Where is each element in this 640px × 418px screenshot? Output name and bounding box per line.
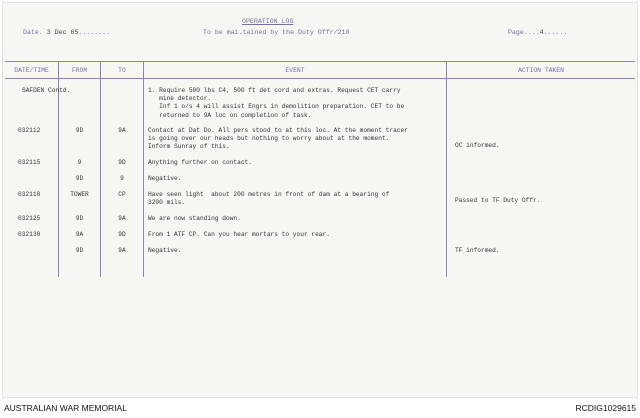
log-sheet — [2, 2, 638, 398]
row-0-event-line: returned to 9A loc on completion of task. — [148, 111, 312, 119]
row-6-event: From 1 ATF CP. Can you hear mortars to your rear. — [148, 231, 330, 238]
row-3-from: 9D — [75, 175, 84, 182]
col-header-datetime: DATE/TIME — [14, 67, 49, 74]
row-3-to: 9 — [120, 175, 124, 182]
subtitle-part-1: To be mai — [203, 29, 239, 36]
row-2-to: 9D — [118, 159, 126, 166]
date-label: Date. — [23, 29, 43, 36]
col-divider-3 — [143, 61, 144, 277]
page-number — [508, 29, 567, 36]
col-header-from: FROM — [71, 67, 88, 74]
row-0-time: SAFDEN Contd. — [22, 87, 71, 94]
row-1-from: 9D — [75, 127, 84, 134]
row-5-event: We are now standing down. — [148, 215, 241, 222]
row-0-event-line: Inf 1 o/s 4 will assist Engrs in demolition preparation. CET to be — [148, 103, 405, 111]
date-value: 3 Dec 65 — [46, 29, 79, 36]
row-5-to: 9A — [118, 215, 126, 222]
row-1-event-line: Contact at Dat Do. All pers stood to at this loc. At the moment tracer — [148, 127, 408, 134]
row-7-to: 9A — [118, 247, 126, 254]
page-title: OPERATION LOG — [242, 18, 294, 25]
row-4-action: Passed to TF Duty Offr. — [455, 197, 541, 204]
page-dots: ...... — [543, 29, 568, 36]
row-7-event: Negative. — [148, 247, 182, 254]
page-value: 4 — [539, 29, 544, 36]
row-4-event — [148, 191, 389, 207]
row-5-time: 032125 — [18, 215, 41, 222]
row-1-to: 9A — [118, 127, 126, 134]
row-1-action: OC informed. — [455, 142, 500, 149]
row-3-event: Negative. — [148, 175, 182, 182]
date-field — [23, 29, 110, 36]
row-6-from: 9A — [75, 231, 84, 238]
row-2-event: Anything further on contact. — [148, 159, 252, 166]
col-divider-4 — [446, 61, 447, 277]
row-0-event-line: 1. Require 500 lbs C4, 500 ft det cord and extras. Request CET carry — [148, 87, 401, 94]
col-header-action: ACTION TAKEN — [517, 67, 565, 74]
row-6-to: 9D — [118, 231, 126, 238]
row-4-to: CP — [118, 191, 126, 198]
row-4-event-line: 3200 mils. — [148, 199, 186, 207]
row-5-from: 9D — [75, 215, 84, 222]
col-header-event: EVENT — [285, 67, 305, 74]
row-1-event — [148, 127, 408, 152]
row-1-event-line: Inform Sunray of this. — [148, 143, 230, 151]
row-0-event-line: mine detector. — [148, 95, 212, 103]
row-7-action: TF informed. — [455, 247, 500, 254]
footer-id: RCDIG1029615 — [575, 403, 636, 413]
col-divider-2 — [100, 61, 101, 277]
row-2-time: 032115 — [18, 159, 41, 166]
row-4-event-line: Have seen light about 200 metres in front of dam at a bearing of — [148, 191, 390, 198]
row-1-time: 032112 — [18, 127, 41, 134]
page-label: Page.... — [508, 29, 540, 36]
row-0-event — [148, 87, 404, 120]
subtitle-part-2: tained by the Duty Offr/210 — [242, 29, 350, 36]
row-7-from: 9D — [75, 247, 84, 254]
page-subtitle: To be mai.tained by the Duty Offr/210 — [203, 29, 350, 36]
col-header-to: TO — [118, 67, 126, 74]
row-6-time: 032130 — [18, 231, 41, 238]
footer-source: AUSTRALIAN WAR MEMORIAL — [4, 403, 127, 413]
date-dots: ........ — [78, 29, 111, 36]
row-2-from: 9 — [77, 159, 82, 166]
row-1-event-line: is going over our heads but nothing to worry about at the moment. — [148, 135, 390, 143]
row-4-from: TOWER — [70, 191, 89, 198]
row-4-time: 032118 — [18, 191, 41, 198]
